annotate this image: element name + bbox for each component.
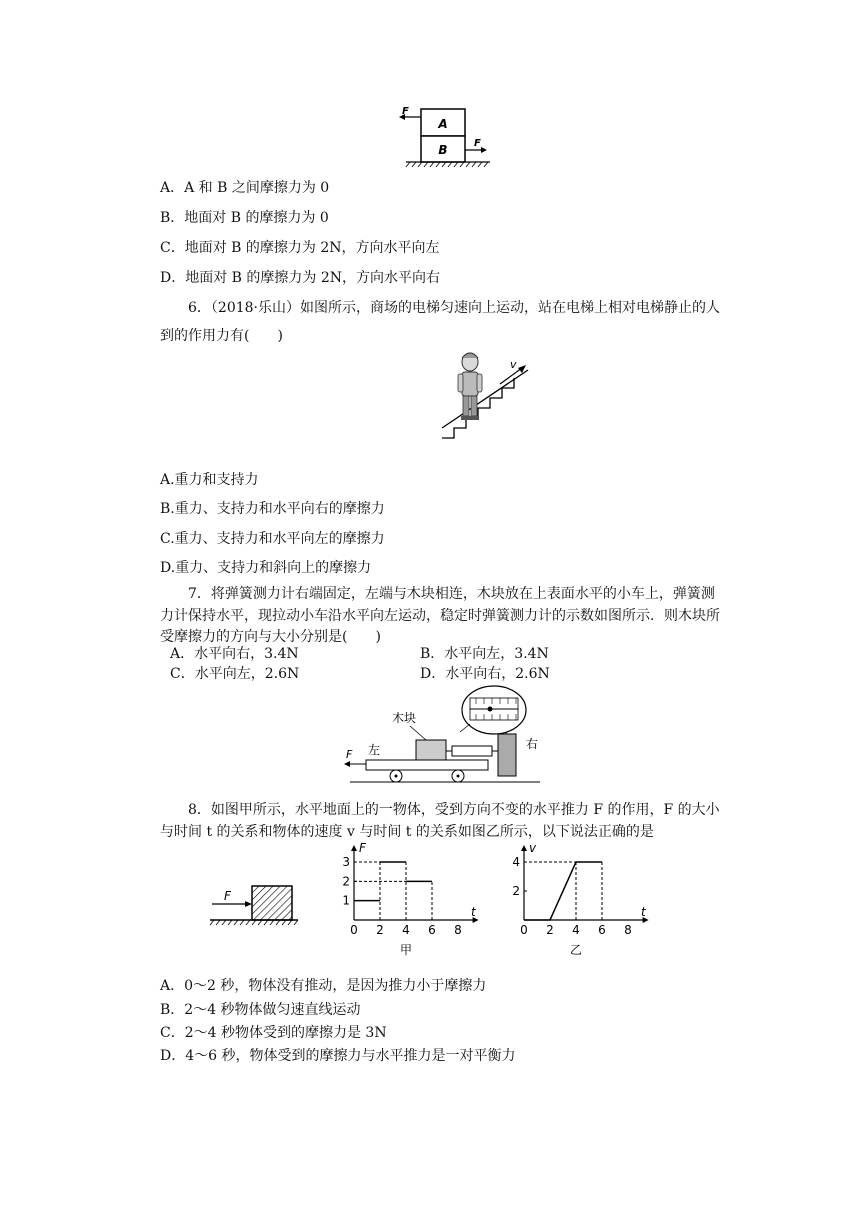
velocity-line	[524, 862, 602, 920]
x-tick-label: 4	[572, 923, 580, 937]
wood-block-label: 木块	[392, 711, 417, 725]
left-label: 左	[368, 743, 381, 757]
q8-option-c: C．2～4 秒物体受到的摩擦力是 3N	[160, 1025, 387, 1041]
chart-caption: 甲	[399, 943, 413, 957]
fig-spring-scale-cart	[340, 684, 546, 784]
q7-stem-line3: 受摩擦力的方向与大小分别是( )	[160, 629, 381, 645]
y-axis-label: v	[529, 841, 537, 855]
q5-option-a: A．A 和 B 之间摩擦力为 0	[160, 180, 330, 196]
y-axis-label: F	[359, 841, 366, 855]
force-left-label: F	[402, 106, 409, 117]
y-tick-label: 2	[342, 874, 350, 889]
x-tick-label: 8	[624, 923, 632, 937]
y-axis-arrow	[351, 845, 357, 851]
cart	[366, 760, 488, 770]
fig-stacked-blocks	[396, 104, 492, 172]
q8-stem-line1: 8．如图甲所示，水平地面上的一物体，受到方向不变的水平推力 F 的作用，F 的大小	[188, 802, 720, 818]
pull-force-label: F	[346, 748, 353, 761]
x-tick-label: 6	[598, 923, 606, 937]
q5-option-d: D．地面对 B 的摩擦力为 2N，方向水平向右	[160, 270, 441, 286]
force-right-label: F	[474, 138, 481, 149]
q6-option-d: D.重力、支持力和斜向上的摩擦力	[160, 560, 372, 576]
q6-option-c: C.重力、支持力和水平向左的摩擦力	[160, 531, 385, 547]
fig-escalator	[436, 346, 532, 442]
y-axis-arrow	[521, 845, 527, 851]
q7-stem-line1: 7．将弹簧测力计右端固定，左端与木块相连，木块放在上表面水平的小车上，弹簧测	[188, 586, 715, 602]
q5-option-b: B．地面对 B 的摩擦力为 0	[160, 210, 329, 226]
y-tick-label: 2	[512, 884, 520, 898]
spring-scale	[452, 746, 492, 756]
q6-option-b: B.重力、支持力和水平向右的摩擦力	[160, 501, 385, 517]
x-tick-label: 0	[520, 923, 528, 937]
x-tick-label: 2	[546, 923, 554, 937]
y-tick-label: 3	[342, 855, 350, 869]
q6-option-a: A.重力和支持力	[160, 472, 259, 488]
chart-force-time	[336, 840, 486, 960]
y-tick-label: 1	[342, 893, 350, 908]
q5-option-c: C．地面对 B 的摩擦力为 2N，方向水平向左	[160, 240, 440, 256]
q8-option-b: B．2～4 秒物体做匀速直线运动	[160, 1002, 361, 1018]
velocity-label: v	[510, 358, 517, 371]
q8-option-d: D．4～6 秒，物体受到的摩擦力与水平推力是一对平衡力	[160, 1048, 516, 1064]
hatched-object	[252, 886, 292, 920]
fig-pushed-object	[208, 880, 300, 930]
push-force-label: F	[224, 889, 231, 903]
q6-stem-line2: 到的作用力有( )	[160, 328, 283, 344]
x-tick-label: 2	[376, 923, 384, 937]
q8-stem-line2: 与时间 t 的关系和物体的速度 v 与时间 t 的关系如图乙所示，以下说法正确的是	[160, 824, 654, 840]
x-tick-label: 8	[454, 923, 462, 937]
q7-option-b: B．水平向左，3.4N	[420, 646, 549, 662]
wood-block	[416, 740, 446, 760]
right-label: 右	[526, 737, 539, 751]
y-tick-label: 4	[512, 855, 520, 869]
chart-caption: 乙	[569, 943, 583, 957]
fixed-wall	[498, 734, 516, 776]
x-tick-label: 0	[350, 923, 358, 937]
x-axis-label: t	[471, 905, 476, 919]
x-axis-label: t	[641, 905, 646, 919]
chart-velocity-time	[506, 840, 656, 960]
x-tick-label: 6	[428, 923, 436, 937]
q7-option-a: A．水平向右，3.4N	[170, 646, 299, 662]
x-tick-label: 4	[402, 923, 410, 937]
block-b-label: B	[438, 143, 448, 157]
q6-stem-line1: 6．（2018·乐山）如图所示，商场的电梯匀速向上运动，站在电梯上相对电梯静止的人	[188, 300, 720, 316]
block-a-label: A	[438, 117, 448, 131]
q8-option-a: A．0～2 秒，物体没有推动，是因为推力小于摩擦力	[160, 978, 487, 994]
q7-stem-line2: 力计保持水平，现拉动小车沿水平向左运动，稳定时弹簧测力计的示数如图所示．则木块所	[160, 608, 720, 624]
q7-option-c: C．水平向左，2.6N	[170, 666, 300, 682]
q7-option-d: D．水平向右，2.6N	[420, 666, 550, 682]
